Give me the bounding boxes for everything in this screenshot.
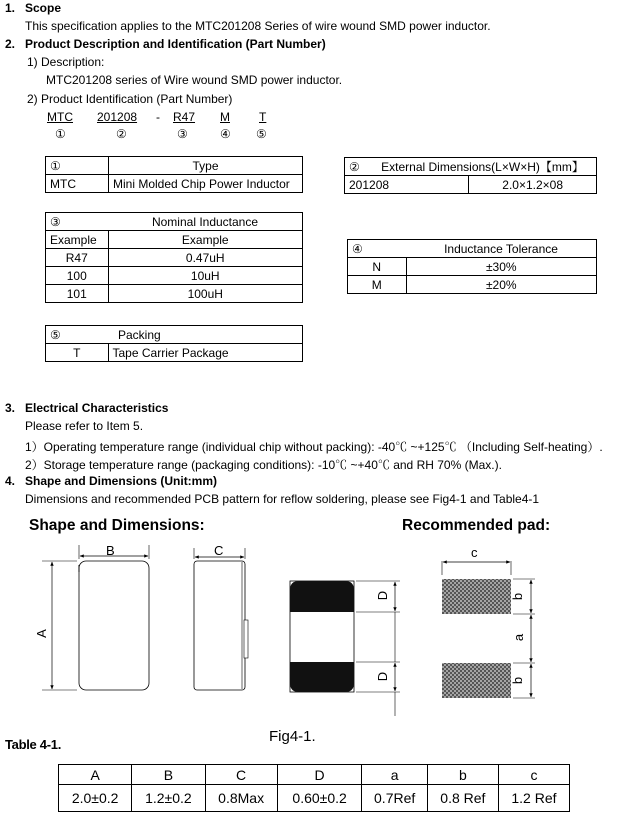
- pn-index-5: ⑤: [256, 127, 267, 141]
- table-4-1-value: 0.7Ref: [362, 785, 427, 812]
- ind-row-value: 100uH: [108, 285, 303, 303]
- section-1-number: 1.: [5, 1, 16, 15]
- pack-table-h2: Packing: [108, 326, 303, 344]
- ind-row-value: 10uH: [108, 267, 303, 285]
- pn-dash: -: [156, 110, 160, 124]
- section-2-title: Product Description and Identification (Part Number): [25, 37, 326, 51]
- type-table-h2: Type: [109, 157, 303, 175]
- tol-table-h2: Inductance Tolerance: [406, 240, 597, 258]
- table-4-1-value: 0.60±0.2: [277, 785, 362, 812]
- type-table-c2: Mini Molded Chip Power Inductor: [109, 175, 303, 193]
- pn-index-2: ②: [116, 127, 127, 141]
- table-4-1-value: 0.8Max: [205, 785, 277, 812]
- type-table-c1: MTC: [46, 175, 109, 193]
- terminal-bottom: [290, 662, 354, 692]
- section-1-text: This specification applies to the MTC201208 Series of wire wound SMD power inductor.: [25, 19, 491, 33]
- pack-table-h1: ⑤: [46, 326, 109, 344]
- label-pad-a: a: [511, 633, 527, 642]
- pad-top: [442, 579, 511, 614]
- section-2-number: 2.: [5, 37, 16, 51]
- ind-table-h2: Nominal Inductance: [108, 213, 303, 231]
- pn-packing: T: [259, 110, 267, 124]
- table-4-1-header: c: [498, 765, 569, 785]
- table-4-1-header: a: [362, 765, 427, 785]
- product-identification-label: 2) Product Identification (Part Number): [27, 92, 233, 106]
- table-4-1-value: 1.2±0.2: [132, 785, 205, 812]
- section-3-number: 3.: [5, 401, 16, 415]
- type-table-h1: ①: [46, 157, 109, 175]
- section-3-line-3: 2）Storage temperature range (packaging conditions): -10℃ ~+40℃ and RH 70% (Max.).: [25, 458, 502, 472]
- ind-row-code: R47: [46, 249, 109, 267]
- ext-table-c1: 201208: [345, 176, 469, 194]
- pn-index-1: ①: [55, 127, 66, 141]
- label-pad-b-top: b: [510, 592, 526, 601]
- table-4-1-header: b: [427, 765, 498, 785]
- tol-row-code: N: [348, 258, 407, 276]
- section-3-line-2: 1）Operating temperature range (individual chip without packing): -40℃ ~+125℃ （Including Self-heating）.: [25, 440, 603, 454]
- label-c: C: [214, 543, 224, 558]
- section-4-text: Dimensions and recommended PCB pattern for reflow soldering, please see Fig4-1 and Table4-1: [25, 492, 540, 506]
- side-view-chip: [194, 561, 248, 690]
- pn-tolerance: M: [220, 110, 230, 124]
- tol-row-code: M: [348, 276, 407, 294]
- ind-row-code: 101: [46, 285, 109, 303]
- ind-row-code: 100: [46, 267, 109, 285]
- section-3-line-1: Please refer to Item 5.: [25, 419, 144, 433]
- table-4-1-header: D: [277, 765, 362, 785]
- ind-table-sub1: Example: [46, 231, 109, 249]
- label-pad-c: c: [471, 545, 478, 560]
- section-3-title: Electrical Characteristics: [25, 401, 169, 415]
- figure-caption: Fig4-1.: [269, 728, 316, 745]
- label-d-top: D: [375, 590, 391, 601]
- description-label: 1) Description:: [27, 55, 105, 69]
- pad-bottom: [442, 663, 511, 698]
- pack-table-c2: Tape Carrier Package: [108, 344, 303, 362]
- description-text: MTC201208 series of Wire wound SMD power inductor.: [46, 73, 343, 87]
- front-view-chip: [79, 561, 149, 690]
- ext-table-c2: 2.0×1.2×08: [469, 176, 597, 194]
- label-d-bottom: D: [375, 671, 391, 682]
- ext-table-h1: ②: [345, 158, 370, 176]
- recommended-pad-title: Recommended pad:: [402, 517, 551, 534]
- table-4-1-header: B: [132, 765, 205, 785]
- tol-table-h1: ④: [348, 240, 407, 258]
- pn-index-4: ④: [220, 127, 231, 141]
- label-a: A: [33, 629, 49, 638]
- ext-table-h2: External Dimensions(L×W×H)【mm】: [369, 158, 597, 176]
- pn-index-3: ③: [177, 127, 188, 141]
- table-4-1-header: A: [59, 765, 132, 785]
- tol-row-value: ±20%: [406, 276, 597, 294]
- bottom-view-chip: [290, 581, 354, 692]
- ind-table-h1: ③: [46, 213, 109, 231]
- ind-row-value: 0.47uH: [108, 249, 303, 267]
- pack-table-c1: T: [46, 344, 109, 362]
- label-b: B: [106, 543, 115, 558]
- pn-size: 201208: [97, 110, 138, 124]
- section-4-title: Shape and Dimensions (Unit:mm): [25, 474, 218, 488]
- table-4-1-title: Table 4-1.: [5, 737, 62, 752]
- table-4-1: [58, 764, 570, 812]
- pn-mtc: MTC: [47, 110, 73, 124]
- pn-inductance: R47: [173, 110, 196, 124]
- table-4-1-value: 2.0±0.2: [59, 785, 132, 812]
- label-pad-b-bottom: b: [510, 676, 526, 685]
- terminal-top: [290, 581, 354, 612]
- table-4-1-value: 0.8 Ref: [427, 785, 498, 812]
- ind-table-sub2: Example: [108, 231, 303, 249]
- table-4-1-header: C: [205, 765, 277, 785]
- table-4-1-value: 1.2 Ref: [498, 785, 569, 812]
- tol-row-value: ±30%: [406, 258, 597, 276]
- shape-dimensions-title: Shape and Dimensions:: [29, 517, 205, 534]
- section-1-title: Scope: [25, 1, 62, 15]
- section-4-number: 4.: [5, 474, 16, 488]
